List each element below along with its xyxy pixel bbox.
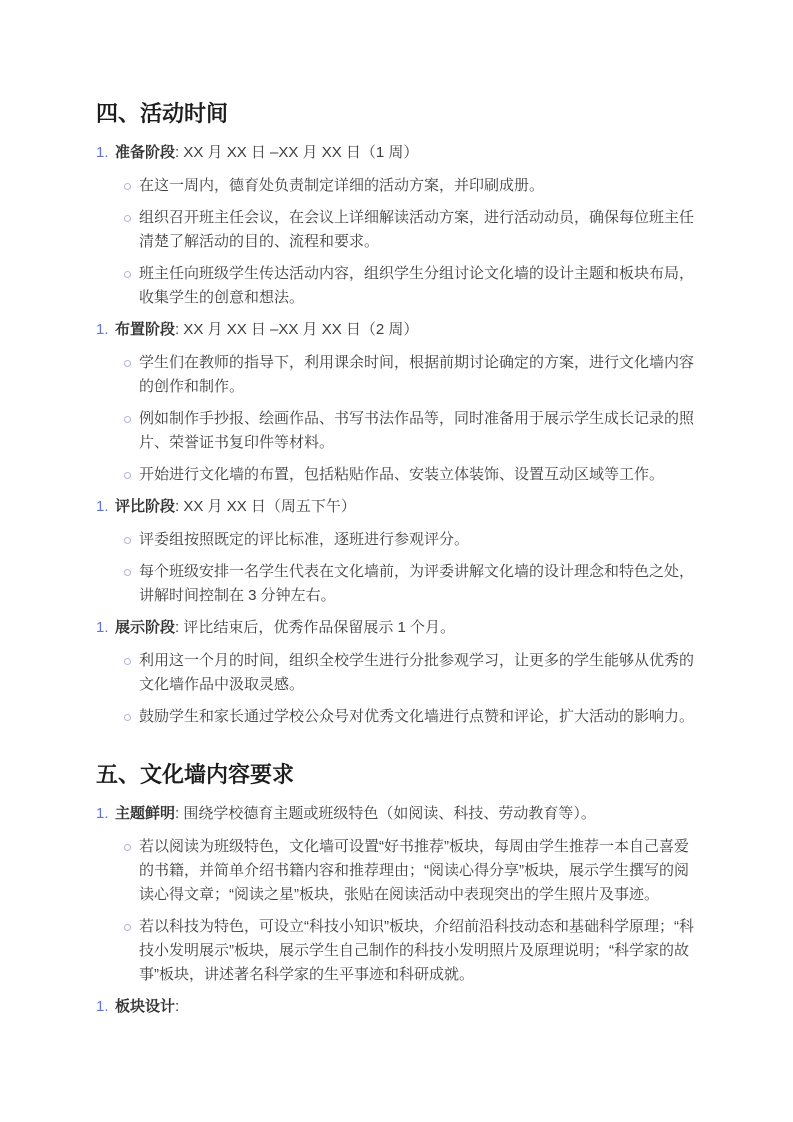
bullet-text: 若以阅读为班级特色，文化墙可设置“好书推荐”板块，每周由学生推荐一本自己喜爱的书籍，并简单介绍书籍内容和推荐理由；“阅读心得分享”板块，展示学生撰写的阅读心得文章；“阅读之星”板块，张贴在阅读活动中表现突出的学生照片及事迹。 [139, 838, 689, 903]
item-text: : XX 月 XX 日（周五下午） [175, 498, 356, 515]
bullet-list [96, 174, 697, 310]
bullet-text: 开始进行文化墙的布置，包括粘贴作品、安装立体装饰、设置互动区域等工作。 [139, 466, 665, 483]
bullet-icon [124, 360, 131, 367]
list-number: 1. [96, 498, 109, 515]
bullet-icon [124, 844, 131, 851]
numbered-item-body [115, 141, 697, 165]
item-text: : 评比结束后，优秀作品保留展示 1 个月。 [175, 619, 456, 636]
bullet-icon [124, 537, 131, 544]
item-text: : 围绕学校德育主题或班级特色（如阅读、科技、劳动教育等）。 [175, 805, 596, 822]
bullet-text: 鼓励学生和家长通过学校公众号对优秀文化墙进行点赞和评论，扩大活动的影响力。 [139, 708, 695, 725]
bullet-icon [124, 924, 131, 931]
list-number: 1. [96, 805, 109, 822]
bullet-text: 评委组按照既定的评比标准，逐班进行参观评分。 [139, 531, 470, 548]
list-number: 1. [96, 619, 109, 636]
bullet-item [124, 705, 697, 729]
bullet-text: 利用这一个月的时间，组织全校学生进行分批参观学习，让更多的学生能够从优秀的文化墙作品中汲取灵感。 [139, 652, 695, 693]
bullet-text: 若以科技为特色，可设立“科技小知识”板块，介绍前沿科技动态和基础科学原理；“科技小发明展示”板块，展示学生自己制作的科技小发明照片及原理说明；“科学家的故事”板块，讲述著名科学家的生平事迹和科研成就。 [139, 918, 694, 983]
item-label: 主题鲜明 [115, 805, 176, 822]
item-text: : XX 月 XX 日 –XX 月 XX 日（1 周） [175, 144, 419, 161]
numbered-item [96, 318, 697, 342]
bullet-item [124, 407, 697, 455]
numbered-item-body [115, 995, 697, 1019]
numbered-item [96, 802, 697, 826]
bullet-item [124, 649, 697, 697]
bullet-icon [124, 416, 131, 423]
bullet-item [124, 560, 697, 608]
list-number: 1. [96, 998, 109, 1015]
item-text: : XX 月 XX 日 –XX 月 XX 日（2 周） [175, 321, 419, 338]
bullet-item [124, 351, 697, 399]
item-text: : [175, 998, 180, 1015]
numbered-item [96, 995, 697, 1019]
item-label: 布置阶段 [115, 321, 176, 338]
bullet-text: 在这一周内，德育处负责制定详细的活动方案，并印刷成册。 [139, 177, 545, 194]
section-heading: 五、文化墙内容要求 [96, 762, 295, 787]
bullet-icon [124, 714, 131, 721]
bullet-item [124, 835, 697, 907]
bullet-text: 每个班级安排一名学生代表在文化墙前，为评委讲解文化墙的设计理念和特色之处，讲解时间控制在 3 分钟左右。 [139, 563, 695, 604]
numbered-item-body [115, 495, 697, 519]
bullet-icon [124, 271, 131, 278]
bullet-text: 例如制作手抄报、绘画作品、书写书法作品等，同时准备用于展示学生成长记录的照片、荣誉证书复印件等材料。 [139, 410, 695, 451]
bullet-icon [124, 569, 131, 576]
bullet-icon [124, 183, 131, 190]
bullet-item [124, 915, 697, 987]
section-activity-time [96, 100, 697, 729]
bullet-item [124, 463, 697, 487]
bullet-list [96, 649, 697, 729]
numbered-item [96, 495, 697, 519]
item-label: 板块设计 [115, 998, 176, 1015]
bullet-icon [124, 472, 131, 479]
bullet-item [124, 174, 697, 198]
item-label: 评比阶段 [115, 498, 176, 515]
numbered-item-body [115, 318, 697, 342]
bullet-text: 组织召开班主任会议，在会议上详细解读活动方案，进行活动动员，确保每位班主任清楚了解活动的目的、流程和要求。 [139, 209, 695, 250]
bullet-text: 学生们在教师的指导下，利用课余时间，根据前期讨论确定的方案，进行文化墙内容的创作和制作。 [139, 354, 695, 395]
bullet-list [96, 351, 697, 487]
numbered-item [96, 141, 697, 165]
bullet-text: 班主任向班级学生传达活动内容，组织学生分组讨论文化墙的设计主题和板块布局，收集学生的创意和想法。 [139, 265, 695, 306]
list-number: 1. [96, 144, 109, 161]
section-wall-content-requirements [96, 761, 697, 1019]
item-label: 准备阶段 [115, 144, 176, 161]
numbered-item-body [115, 616, 697, 640]
section-heading: 四、活动时间 [96, 101, 229, 126]
item-label: 展示阶段 [115, 619, 176, 636]
bullet-icon [124, 215, 131, 222]
bullet-item [124, 262, 697, 310]
bullet-icon [124, 658, 131, 665]
numbered-item-body [115, 802, 697, 826]
list-number: 1. [96, 321, 109, 338]
bullet-item [124, 206, 697, 254]
bullet-item [124, 528, 697, 552]
numbered-item [96, 616, 697, 640]
bullet-list [96, 528, 697, 608]
bullet-list [96, 835, 697, 987]
